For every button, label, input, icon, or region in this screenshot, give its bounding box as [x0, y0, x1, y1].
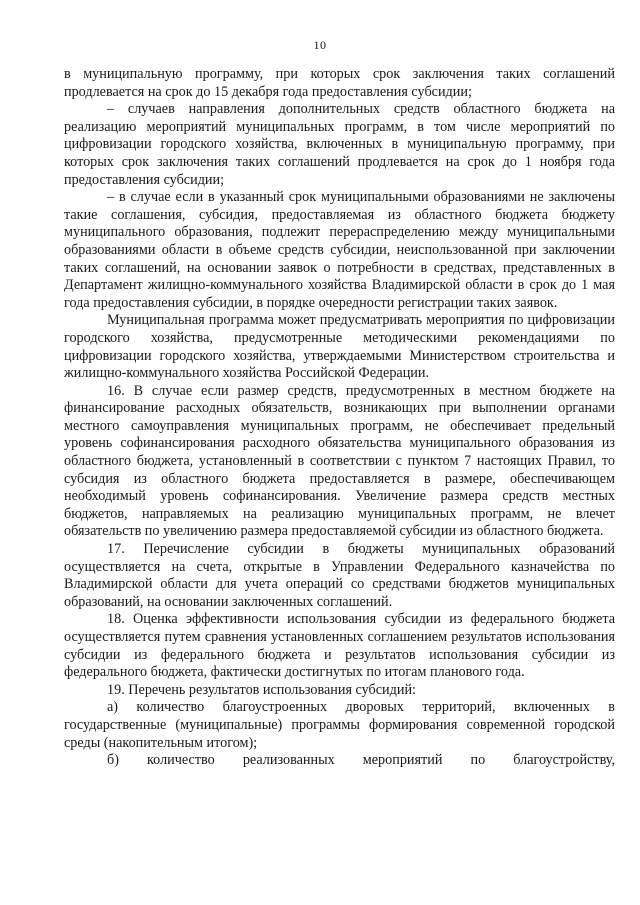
paragraph-16: 16. В случае если размер средств, предусмотренных в местном бюджете на финансирование расходных обязательств, возникающих при выполнении органами местного самоуправления муниципальных программ, не обеспечивает предельный уровень софинансирования расходного обязательства муниципального образования из областного бюджета, установленный в соответствии с пунктом 7 настоящих Правил, то субсидия из областного бюджета предоставляется в размере, обеспечивающем необходимый уровень софинансирования. Увеличение размера средств местных бюджетов, направляемых на реализацию муниципальных программ, не влечет обязательств по увеличению размера предоставляемой субсидии из областного бюджета. — [64, 382, 615, 540]
paragraph-case-redistribution: – в случае если в указанный срок муниципальными образованиями не заключены такие соглашения, субсидия, предоставляемая из областного бюджета бюджету муниципального образования, подлежит перераспределению между муниципальными образованиями области в объеме средств субсидии, неиспользованной при заключении таких соглашений, на основании заявок о потребности в средствах, представленных в Департамент жилищно-коммунального хозяйства Владимирской области в срок до 1 мая года предоставления субсидии, в порядке очередности регистрации таких заявок. — [64, 189, 615, 311]
paragraph-municipal-program: Муниципальная программа может предусматривать мероприятия по цифровизации городского хозяйства, предусмотренные методическими рекомендациями по цифровизации городского хозяйства, утверждаемыми Министерством строительства и жилищно-коммунального хозяйства Российской Федерации. — [64, 312, 615, 382]
paragraph-18: 18. Оценка эффективности использования субсидии из федерального бюджета осуществляется путем сравнения установленных соглашением результатов использования субсидии из федерального бюджета и результатов использования субсидии из федерального бюджета, фактически достигнутых по итогам планового года. — [64, 611, 615, 681]
list-item-a: а) количество благоустроенных дворовых территорий, включенных в государственные (муниципальные) программы формирования современной городской среды (накопительным итогом); — [64, 699, 615, 751]
paragraph-continuation: в муниципальную программу, при которых срок заключения таких соглашений продлевается на срок до 15 декабря года предоставления субсидии; — [64, 66, 615, 100]
document-body — [64, 66, 615, 770]
list-item-b: б) количество реализованных мероприятий по благоустройству, — [107, 752, 615, 769]
paragraph-case-additional-funds: – случаев направления дополнительных средств областного бюджета на реализацию мероприятий муниципальных программ, в том числе мероприятий по цифровизации городского хозяйства, включенных в муниципальную программу, при которых срок заключения таких соглашений продлевается на срок до 1 ноября года предоставления субсидии; — [64, 101, 615, 188]
page-number: 10 — [313, 38, 327, 52]
paragraph-19: 19. Перечень результатов использования субсидий: — [107, 681, 416, 698]
paragraph-17: 17. Перечисление субсидии в бюджеты муниципальных образований осуществляется на счета, открытые в Управлении Федерального казначейства по Владимирской области для учета операций со средствами бюджетов муниципальных образований, на основании заключенных соглашений. — [64, 541, 615, 610]
